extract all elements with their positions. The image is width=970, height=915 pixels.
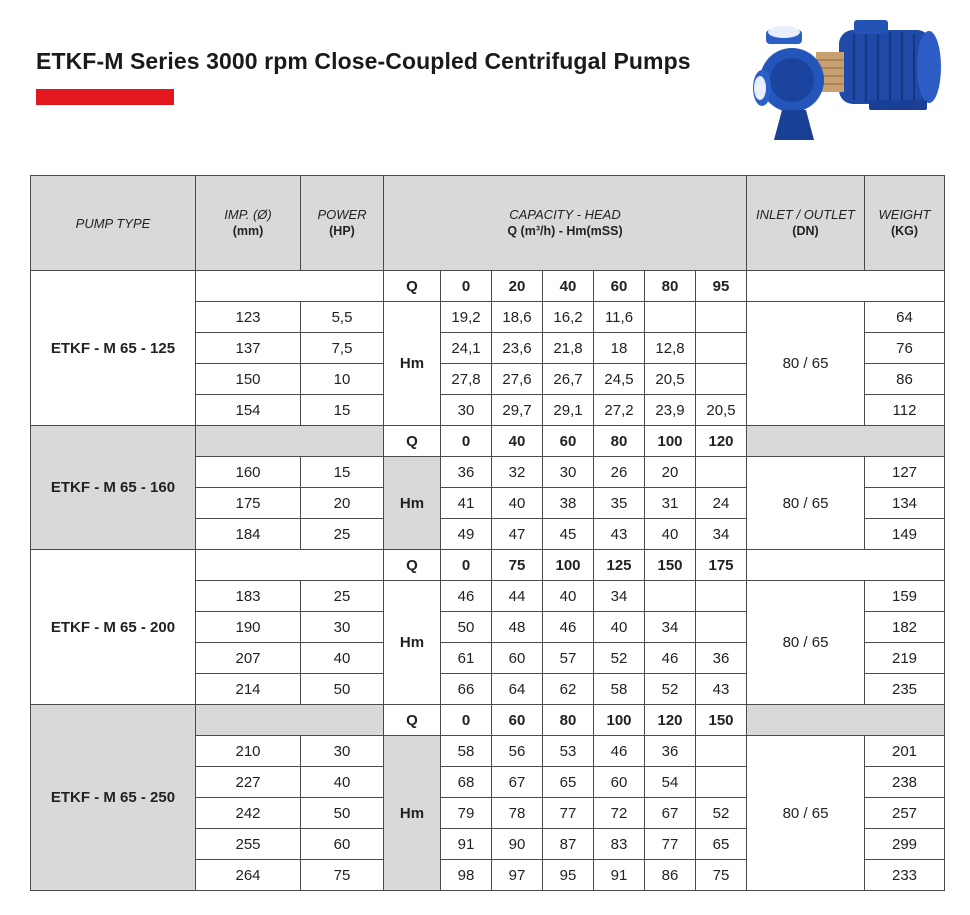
q-value: 100 (594, 705, 645, 736)
q-row (31, 705, 945, 736)
hm-value: 83 (594, 829, 645, 860)
weight-value: 149 (865, 519, 945, 550)
hm-value: 77 (543, 798, 594, 829)
hm-value: 64 (492, 674, 543, 705)
imp-value: 160 (196, 457, 301, 488)
power-value: 15 (301, 395, 384, 426)
q-value: 0 (441, 426, 492, 457)
hm-value: 53 (543, 736, 594, 767)
q-value: 80 (594, 426, 645, 457)
q-row-spacer (747, 426, 945, 457)
pump-product-image (744, 12, 944, 152)
hm-value (645, 581, 696, 612)
hm-value: 38 (543, 488, 594, 519)
hm-value: 16,2 (543, 302, 594, 333)
hm-value: 20,5 (645, 364, 696, 395)
hm-value: 40 (543, 581, 594, 612)
hm-value: 24,5 (594, 364, 645, 395)
power-value: 10 (301, 364, 384, 395)
hm-label: Hm (384, 302, 441, 426)
hm-label: Hm (384, 581, 441, 705)
col-power-label: POWER (317, 207, 367, 222)
hm-value (645, 302, 696, 333)
weight-value: 238 (865, 767, 945, 798)
hm-value: 35 (594, 488, 645, 519)
hm-value: 12,8 (645, 333, 696, 364)
q-value: 0 (441, 271, 492, 302)
imp-value: 207 (196, 643, 301, 674)
hm-value: 78 (492, 798, 543, 829)
pump-model: ETKF - M 65 - 160 (31, 426, 196, 550)
q-row (31, 550, 945, 581)
col-imp-unit: (mm) (232, 224, 264, 238)
weight-value: 64 (865, 302, 945, 333)
power-value: 7,5 (301, 333, 384, 364)
imp-value: 227 (196, 767, 301, 798)
hm-value (696, 364, 747, 395)
q-value: 80 (645, 271, 696, 302)
hm-value: 86 (645, 860, 696, 891)
imp-value: 264 (196, 860, 301, 891)
hm-value: 56 (492, 736, 543, 767)
q-label: Q (384, 426, 441, 457)
weight-value: 233 (865, 860, 945, 891)
inlet-outlet-value: 80 / 65 (747, 302, 865, 426)
q-value: 150 (645, 550, 696, 581)
q-label: Q (384, 550, 441, 581)
q-value: 100 (543, 550, 594, 581)
hm-value: 46 (645, 643, 696, 674)
q-row-spacer (196, 426, 384, 457)
imp-value: 214 (196, 674, 301, 705)
q-row (31, 426, 945, 457)
hm-value: 18 (594, 333, 645, 364)
q-value: 40 (492, 426, 543, 457)
hm-value: 40 (594, 612, 645, 643)
hm-value: 23,9 (645, 395, 696, 426)
weight-value: 235 (865, 674, 945, 705)
col-capacity (384, 176, 747, 271)
hm-value: 52 (645, 674, 696, 705)
weight-value: 76 (865, 333, 945, 364)
hm-value: 46 (543, 612, 594, 643)
q-value: 100 (645, 426, 696, 457)
hm-value: 72 (594, 798, 645, 829)
power-value: 30 (301, 736, 384, 767)
imp-value: 242 (196, 798, 301, 829)
q-row-spacer (747, 271, 945, 302)
power-value: 60 (301, 829, 384, 860)
weight-value: 112 (865, 395, 945, 426)
hm-value: 54 (645, 767, 696, 798)
hm-value: 36 (696, 643, 747, 674)
hm-value: 27,6 (492, 364, 543, 395)
hm-value: 36 (645, 736, 696, 767)
hm-value: 57 (543, 643, 594, 674)
hm-value: 46 (594, 736, 645, 767)
imp-value: 154 (196, 395, 301, 426)
imp-value: 210 (196, 736, 301, 767)
q-value: 95 (696, 271, 747, 302)
hm-value: 34 (696, 519, 747, 550)
hm-value: 29,7 (492, 395, 543, 426)
hm-value: 41 (441, 488, 492, 519)
q-label: Q (384, 271, 441, 302)
q-value: 150 (696, 705, 747, 736)
hm-label: Hm (384, 457, 441, 550)
q-label: Q (384, 705, 441, 736)
col-power-unit: (HP) (329, 224, 355, 238)
hm-value: 50 (441, 612, 492, 643)
hm-value: 65 (696, 829, 747, 860)
hm-value: 26,7 (543, 364, 594, 395)
imp-value: 184 (196, 519, 301, 550)
q-value: 120 (645, 705, 696, 736)
page-title: ETKF-M Series 3000 rpm Close-Coupled Centrifugal Pumps (36, 48, 691, 74)
q-value: 80 (543, 705, 594, 736)
q-row-spacer (747, 705, 945, 736)
hm-value: 32 (492, 457, 543, 488)
weight-value: 86 (865, 364, 945, 395)
hm-value: 40 (645, 519, 696, 550)
q-value: 60 (594, 271, 645, 302)
q-row-spacer (747, 550, 945, 581)
hm-value: 45 (543, 519, 594, 550)
title-accent-bar (36, 89, 174, 105)
col-imp-label: IMP. (Ø) (224, 207, 272, 222)
pump-model: ETKF - M 65 - 200 (31, 550, 196, 705)
inlet-outlet-value: 80 / 65 (747, 457, 865, 550)
q-value: 120 (696, 426, 747, 457)
weight-value: 219 (865, 643, 945, 674)
power-value: 40 (301, 643, 384, 674)
power-value: 25 (301, 581, 384, 612)
hm-value: 58 (594, 674, 645, 705)
weight-value: 182 (865, 612, 945, 643)
hm-value: 60 (594, 767, 645, 798)
hm-value: 62 (543, 674, 594, 705)
power-value: 50 (301, 674, 384, 705)
q-value: 75 (492, 550, 543, 581)
hm-value: 65 (543, 767, 594, 798)
hm-value: 75 (696, 860, 747, 891)
col-inlet-label: INLET / OUTLET (756, 207, 855, 222)
pump-model: ETKF - M 65 - 125 (31, 271, 196, 426)
hm-value: 26 (594, 457, 645, 488)
hm-value: 23,6 (492, 333, 543, 364)
pump-model: ETKF - M 65 - 250 (31, 705, 196, 891)
hm-value (696, 581, 747, 612)
power-value: 30 (301, 612, 384, 643)
hm-value: 46 (441, 581, 492, 612)
imp-value: 150 (196, 364, 301, 395)
imp-value: 137 (196, 333, 301, 364)
hm-value: 49 (441, 519, 492, 550)
q-row-spacer (196, 271, 384, 302)
hm-value: 24 (696, 488, 747, 519)
q-value: 0 (441, 550, 492, 581)
q-value: 20 (492, 271, 543, 302)
hm-value: 44 (492, 581, 543, 612)
q-row (31, 271, 945, 302)
hm-value: 20 (645, 457, 696, 488)
hm-value (696, 612, 747, 643)
hm-value: 40 (492, 488, 543, 519)
hm-value: 31 (645, 488, 696, 519)
hm-value (696, 333, 747, 364)
imp-value: 190 (196, 612, 301, 643)
hm-value: 30 (543, 457, 594, 488)
imp-value: 255 (196, 829, 301, 860)
weight-value: 201 (865, 736, 945, 767)
power-value: 50 (301, 798, 384, 829)
power-value: 5,5 (301, 302, 384, 333)
q-row-spacer (196, 550, 384, 581)
power-value: 40 (301, 767, 384, 798)
weight-value: 257 (865, 798, 945, 829)
hm-value: 34 (645, 612, 696, 643)
hm-value: 77 (645, 829, 696, 860)
hm-value: 91 (441, 829, 492, 860)
hm-value (696, 767, 747, 798)
hm-value: 61 (441, 643, 492, 674)
col-pump-type: PUMP TYPE (31, 176, 196, 271)
hm-value (696, 457, 747, 488)
q-row-spacer (196, 705, 384, 736)
weight-value: 159 (865, 581, 945, 612)
power-value: 20 (301, 488, 384, 519)
col-imp (196, 176, 301, 271)
hm-value: 47 (492, 519, 543, 550)
hm-value: 29,1 (543, 395, 594, 426)
q-value: 60 (492, 705, 543, 736)
hm-value: 43 (696, 674, 747, 705)
hm-value: 91 (594, 860, 645, 891)
hm-value: 52 (594, 643, 645, 674)
col-weight-label: WEIGHT (878, 207, 931, 222)
hm-value: 30 (441, 395, 492, 426)
hm-value: 34 (594, 581, 645, 612)
imp-value: 123 (196, 302, 301, 333)
hm-value: 21,8 (543, 333, 594, 364)
imp-value: 175 (196, 488, 301, 519)
q-value: 0 (441, 705, 492, 736)
hm-value: 79 (441, 798, 492, 829)
q-value: 125 (594, 550, 645, 581)
hm-value: 19,2 (441, 302, 492, 333)
hm-value: 60 (492, 643, 543, 674)
power-value: 25 (301, 519, 384, 550)
hm-value: 58 (441, 736, 492, 767)
col-capacity-label: CAPACITY - HEAD (509, 207, 621, 222)
hm-value: 97 (492, 860, 543, 891)
col-capacity-unit: Q (m³/h) - Hm(mSS) (507, 224, 623, 238)
hm-value: 66 (441, 674, 492, 705)
inlet-outlet-value: 80 / 65 (747, 736, 865, 891)
hm-value: 18,6 (492, 302, 543, 333)
power-value: 75 (301, 860, 384, 891)
power-value: 15 (301, 457, 384, 488)
weight-value: 299 (865, 829, 945, 860)
hm-value: 95 (543, 860, 594, 891)
weight-value: 127 (865, 457, 945, 488)
inlet-outlet-value: 80 / 65 (747, 581, 865, 705)
weight-value: 134 (865, 488, 945, 519)
hm-value: 90 (492, 829, 543, 860)
hm-value: 20,5 (696, 395, 747, 426)
hm-value (696, 736, 747, 767)
pump-spec-table (30, 175, 945, 891)
hm-value: 27,8 (441, 364, 492, 395)
hm-value: 52 (696, 798, 747, 829)
q-value: 60 (543, 426, 594, 457)
q-value: 40 (543, 271, 594, 302)
hm-value: 68 (441, 767, 492, 798)
hm-value: 27,2 (594, 395, 645, 426)
hm-value: 11,6 (594, 302, 645, 333)
hm-value: 67 (645, 798, 696, 829)
hm-value: 87 (543, 829, 594, 860)
hm-value (696, 302, 747, 333)
imp-value: 183 (196, 581, 301, 612)
hm-value: 43 (594, 519, 645, 550)
col-inlet-unit: (DN) (792, 224, 819, 238)
hm-value: 98 (441, 860, 492, 891)
col-weight-unit: (KG) (890, 224, 919, 238)
hm-value: 24,1 (441, 333, 492, 364)
col-power (301, 176, 384, 271)
col-inlet (747, 176, 865, 271)
hm-value: 67 (492, 767, 543, 798)
hm-value: 48 (492, 612, 543, 643)
hm-value: 36 (441, 457, 492, 488)
col-weight (865, 176, 945, 271)
q-value: 175 (696, 550, 747, 581)
hm-label: Hm (384, 736, 441, 891)
